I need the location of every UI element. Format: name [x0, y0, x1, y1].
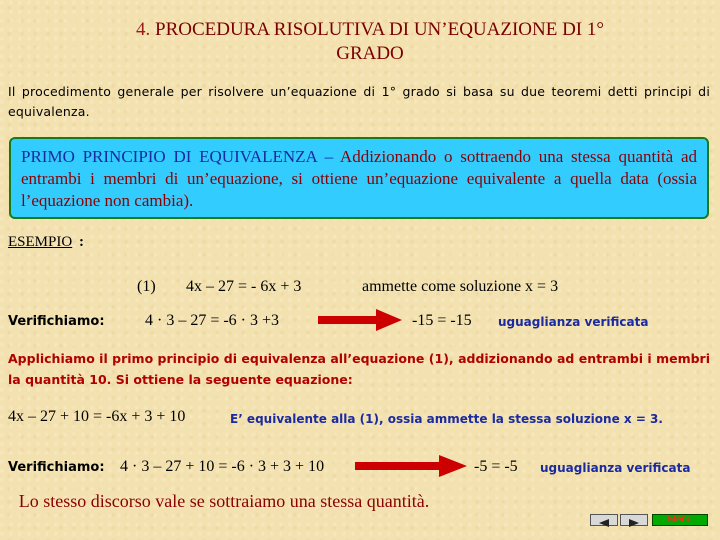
- verify-result-1: -15 = -15: [412, 312, 472, 329]
- intro-paragraph: Il procedimento generale per risolvere un’equazione di 1° grado si basa su due teoremi detti principi di equivalenza.: [8, 84, 710, 119]
- page-title: [30, 18, 710, 66]
- example-colon: :: [79, 234, 84, 250]
- arrow-right-icon: [355, 454, 467, 478]
- verify-expression-1: 4 · 3 – 27 = -6 · 3 +3: [145, 312, 280, 329]
- equation-number: (1): [137, 278, 156, 295]
- arrow-right-icon: [318, 308, 402, 332]
- verify-expression-2: 4 · 3 – 27 + 10 = -6 · 3 + 3 + 10: [120, 458, 325, 475]
- equation-2-note: E’ equivalente alla (1), ossia ammette la stessa soluzione x = 3.: [230, 412, 663, 426]
- principle-lead: PRIMO PRINCIPIO DI EQUIVALENZA –: [21, 147, 334, 166]
- triangle-left-icon: [591, 518, 617, 528]
- equation-2: 4x – 27 + 10 = -6x + 3 + 10: [8, 408, 186, 425]
- title-line1: PROCEDURA RISOLUTIVA DI UN’EQUAZIONE DI 1°: [155, 19, 604, 40]
- nav-back-button[interactable]: [590, 514, 618, 526]
- principle-text: Addizionando o sottraendo una stessa quantità ad entrambi i membri di un’equazione, si ottiene un’equazione equivalente a quella data (ossia l’equazione non cambia).: [21, 147, 698, 210]
- nav-forward-button[interactable]: [620, 514, 648, 526]
- verify-label-2: Verifichiamo:: [8, 460, 105, 475]
- verify-label-1: Verifichiamo:: [8, 314, 105, 329]
- title-number: 4.: [136, 19, 151, 40]
- equation-1: 4x – 27 = - 6x + 3: [186, 278, 302, 295]
- principle-box: [9, 137, 709, 219]
- menu-button[interactable]: Menu: [652, 514, 708, 526]
- triangle-right-icon: [621, 518, 647, 528]
- apply-paragraph: Applichiamo il primo principio di equivalenza all’equazione (1), addizionando ad entrambi i membri la quantità 10. Si ottiene la seguente equazione:: [8, 351, 710, 387]
- closing-text: Lo stesso discorso vale se sottraiamo una stessa quantità.: [18, 491, 430, 511]
- title-line2: GRADO: [336, 43, 404, 64]
- verify-note-2: uguaglianza verificata: [540, 461, 691, 475]
- verify-note-1: uguaglianza verificata: [498, 315, 649, 329]
- example-label: ESEMPIO: [8, 234, 73, 250]
- verify-result-2: -5 = -5: [474, 458, 518, 475]
- equation-1-solution: ammette come soluzione x = 3: [362, 278, 559, 295]
